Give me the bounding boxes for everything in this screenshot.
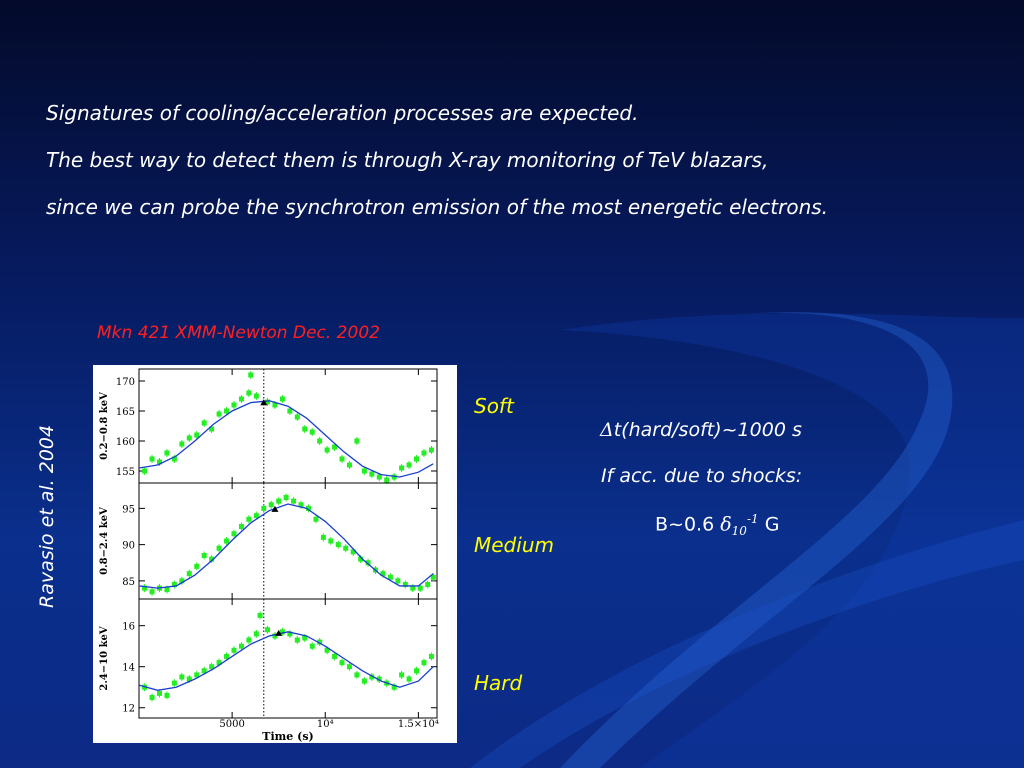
field-prefix: B~0.6 (655, 513, 721, 536)
citation-label: Ravasio et al. 2004 (36, 424, 58, 608)
data-point (414, 668, 419, 673)
y-tick-label: 155 (115, 467, 135, 478)
lag-text: t(hard/soft)~1000 s (613, 419, 802, 441)
intro-line-2: The best way to detect them is through X-ray monitoring of TeV blazars, (46, 148, 769, 172)
doppler-superscript: -1 (746, 512, 759, 526)
data-point (265, 627, 270, 632)
data-point (354, 439, 359, 444)
data-point (246, 517, 251, 522)
data-point (224, 654, 229, 659)
data-point (321, 535, 326, 540)
y-tick-label: 16 (122, 621, 135, 633)
intro-line-3: since we can probe the synchrotron emission of the most energetic electrons. (46, 195, 829, 219)
x-axis-label: Time (s) (262, 730, 314, 743)
data-point (310, 644, 315, 649)
data-point (340, 660, 345, 665)
data-point (217, 412, 222, 417)
x-tick-label: 1.5×10⁴ (397, 719, 439, 730)
data-point (142, 469, 147, 474)
data-point (217, 546, 222, 551)
data-point (377, 475, 382, 480)
data-point (362, 469, 367, 474)
data-point (246, 638, 251, 643)
data-point (164, 693, 169, 698)
data-point (343, 546, 348, 551)
lag-note (600, 419, 802, 441)
data-point (295, 415, 300, 420)
data-point (395, 578, 400, 583)
data-point (276, 499, 281, 504)
field-note (655, 512, 779, 538)
data-point (258, 613, 263, 618)
y-tick-label: 85 (122, 576, 135, 588)
medium-band-label: Medium (474, 533, 554, 557)
y-axis-label: 0.8−2.4 keV (99, 507, 110, 575)
data-point (347, 463, 352, 468)
data-point (172, 681, 177, 686)
field-suffix: G (758, 513, 780, 536)
data-point (179, 442, 184, 447)
data-point (369, 472, 374, 477)
intro-line-1: Signatures of cooling/acceleration processes are expected. (46, 101, 639, 125)
y-axis-label: 2.4−10 keV (99, 626, 110, 691)
data-point (224, 409, 229, 414)
data-point (414, 457, 419, 462)
data-point (340, 457, 345, 462)
data-point (187, 571, 192, 576)
data-point (429, 448, 434, 453)
data-point (194, 564, 199, 569)
data-point (239, 644, 244, 649)
figure-caption: Mkn 421 XMM-Newton Dec. 2002 (97, 323, 380, 343)
soft-band-label: Soft (474, 394, 514, 418)
data-point (261, 506, 266, 511)
data-point (202, 553, 207, 558)
data-point (231, 531, 236, 536)
data-point (295, 638, 300, 643)
data-point (291, 499, 296, 504)
data-point (179, 674, 184, 679)
data-point (150, 589, 155, 594)
data-point (310, 430, 315, 435)
data-point (150, 457, 155, 462)
shock-note: If acc. due to shocks: (601, 465, 803, 487)
data-point (194, 433, 199, 438)
data-point (317, 439, 322, 444)
data-point (421, 451, 426, 456)
fit-curve (139, 401, 433, 477)
y-tick-label: 14 (122, 662, 135, 674)
data-point (354, 672, 359, 677)
data-point (362, 679, 367, 684)
data-point (332, 654, 337, 659)
doppler-symbol: δ (720, 513, 732, 536)
data-point (407, 463, 412, 468)
data-point (254, 394, 259, 399)
data-point (407, 677, 412, 682)
data-point (239, 524, 244, 529)
y-tick-label: 90 (122, 540, 135, 552)
data-point (239, 397, 244, 402)
data-point (150, 695, 155, 700)
y-tick-label: 12 (122, 703, 135, 715)
data-point (347, 664, 352, 669)
data-point (425, 582, 430, 587)
y-tick-label: 170 (115, 377, 135, 388)
data-point (336, 542, 341, 547)
data-point (187, 436, 192, 441)
hard-band-label: Hard (474, 671, 523, 695)
light-curve-figure (93, 365, 457, 743)
data-point (254, 631, 259, 636)
data-point (248, 373, 253, 378)
data-point (246, 391, 251, 396)
data-point (399, 466, 404, 471)
data-point (269, 502, 274, 507)
y-axis-label: 0.2−0.8 keV (99, 392, 110, 460)
data-point (164, 451, 169, 456)
data-point (399, 672, 404, 677)
y-tick-label: 160 (115, 437, 135, 448)
data-point (231, 648, 236, 653)
y-tick-label: 95 (122, 504, 135, 516)
data-point (302, 427, 307, 432)
data-point (157, 691, 162, 696)
data-point (384, 478, 389, 483)
data-point (231, 403, 236, 408)
panel-frame (139, 599, 437, 718)
data-point (284, 495, 289, 500)
light-curve-chart (93, 365, 457, 743)
data-point (328, 539, 333, 544)
panel-frame (139, 369, 437, 483)
doppler-subscript: 10 (731, 524, 747, 539)
data-point (202, 421, 207, 426)
x-tick-label: 5000 (219, 719, 245, 730)
data-point (325, 448, 330, 453)
data-point (429, 654, 434, 659)
data-point (280, 397, 285, 402)
delta-symbol: Δ (600, 419, 614, 441)
data-point (224, 539, 229, 544)
y-tick-label: 165 (115, 407, 135, 418)
data-point (421, 660, 426, 665)
x-tick-label: 10⁴ (316, 719, 334, 730)
data-point (313, 517, 318, 522)
